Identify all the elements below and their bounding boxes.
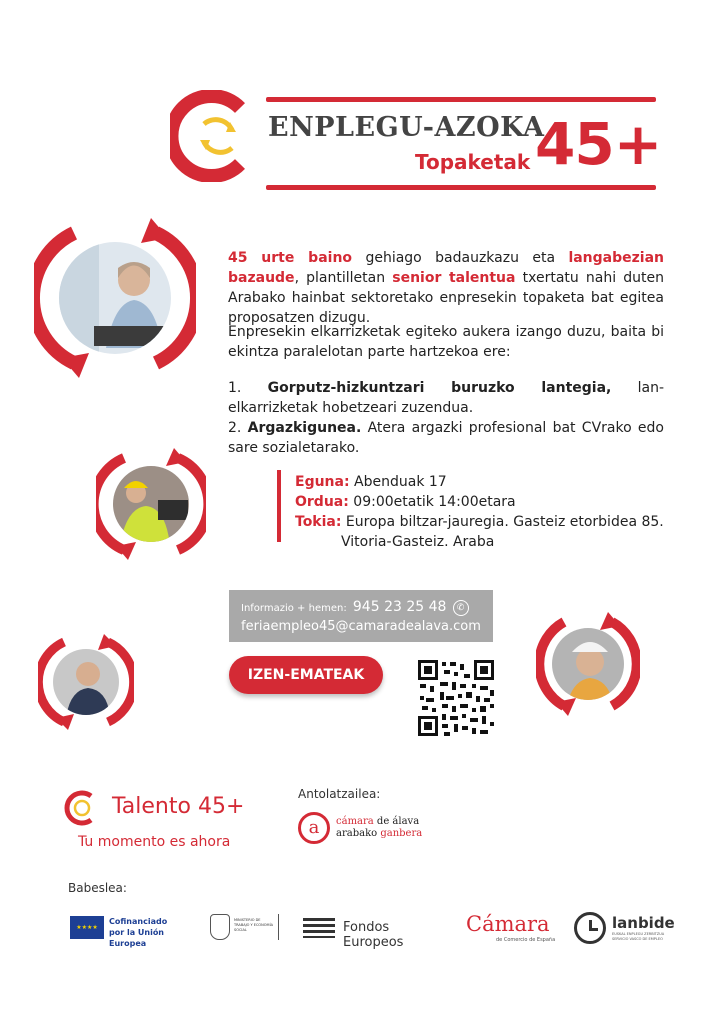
activity-item-1-title: Gorputz-hizkuntzari buruzko lantegia, [267,380,612,396]
contact-box [229,590,493,642]
photo-worker-safety [96,438,206,570]
lanbide-logo [574,912,675,946]
talento-name: Talento 45+ [112,794,245,819]
whatsapp-icon: ✆ [453,600,469,616]
lanbide-clock-icon [574,912,606,944]
camara-a-icon: a [298,812,330,844]
ministry-logo [210,912,280,942]
intro-highlight-unemployed: langabezian bazaude [228,250,664,286]
activity-item-1 [228,378,664,418]
camara-alava-logo [298,812,438,852]
photo-woman-office [34,208,196,388]
fondos-logo [303,914,453,950]
organizer-label: Antolatzailea: [298,787,381,801]
activities-paragraph: Enpresekin elkarrizketak egiteko aukera izango duzu, baita bi ekintza paralelotan parte hartzekoa ere: [228,324,664,360]
camara-espana-sub: de Comercio de España [496,937,556,943]
activity-item-2-title: Argazkigunea. [247,420,362,436]
camara-word: cámara [336,816,374,827]
intro-highlight-age: 45 urte baino [228,250,353,266]
place-value: Europa biltzar-jauregia. Gasteiz etorbidea 85. [345,514,664,530]
activity-item-2-text: Atera argazki profesional bat CVrako edo sare sozialetarako. [228,420,664,456]
header-bottom-line [266,185,656,190]
contact-email[interactable]: feriaempleo45@camaradealava.com [241,619,481,634]
age-badge: 45+ [535,110,662,178]
talento-ring-icon [64,790,100,826]
intro-paragraph [228,248,664,328]
photo-man-bald [38,626,134,738]
eu-text: Cofinanciado por la Unión Europea [109,917,168,948]
sponsors-label: Babeslea: [68,881,127,895]
fondos-flag-icon [303,918,335,938]
activity-item-1-number: 1. [228,380,242,396]
activity-item-2-number: 2. [228,420,242,436]
date-label: Eguna: [295,474,350,490]
place-value-2: Vitoria-Gasteiz. Araba [341,534,495,550]
lanbide-sub: EUSKAL ENPLEGU ZERBITZUA SERVICIO VASCO DE EMPLEO [612,932,665,941]
event-details [295,472,675,552]
eu-flag-icon: ★★★★ [70,916,104,939]
coat-of-arms-icon [210,914,230,940]
qr-code[interactable] [416,658,496,738]
talento-logo [64,788,264,858]
time-value: 09:00etatik 14:00etara [353,494,516,510]
ganbera-word: ganbera [377,828,423,839]
eu-logo [70,914,180,948]
lanbide-word: lanbide [612,914,675,932]
photo-woman-hardhat [536,604,640,724]
intro-text-2: , plantilletan [294,270,393,286]
camara-espana-logo [466,912,561,946]
arabako-word: arabako [336,828,378,839]
contact-phone[interactable]: 945 23 25 48 [352,599,447,615]
date-value: Abenduak 17 [354,474,447,490]
activity-item-2 [228,418,664,458]
intro-text-1: gehiago badauzkazu eta [352,250,569,266]
event-details-bar [277,470,281,542]
header-top-line [266,97,656,102]
talento-slogan: Tu momento es ahora [78,834,231,850]
activity-item-1-text: lan-elkarrizketak hobetzeari zuzendua. [228,380,664,416]
place-label: Tokia: [295,514,342,530]
page-subtitle: Topaketak [415,150,531,174]
page-title: ENPLEGU-AZOKA [268,112,545,143]
intro-text-3: txertatu nahi duten Arabako hainbat sektoretako enpresekin topaketa bat egitea proposatzen dizugu. [228,270,665,326]
intro-highlight-senior: senior talentua [392,270,516,286]
ministry-text: MINISTERIO DE TRABAJO Y ECONOMÍA SOCIAL [234,918,273,932]
header-logo-ring [170,90,262,182]
camara-alava: de álava [373,816,420,827]
camara-espana-word: Cámara [466,912,550,936]
time-label: Ordua: [295,494,349,510]
fondos-text: Fondos Europeos [343,920,404,950]
contact-label: Informazio + hemen: [241,603,347,614]
register-button[interactable]: IZEN-EMATEAK [229,656,383,694]
refresh-ring-icon [170,90,262,182]
